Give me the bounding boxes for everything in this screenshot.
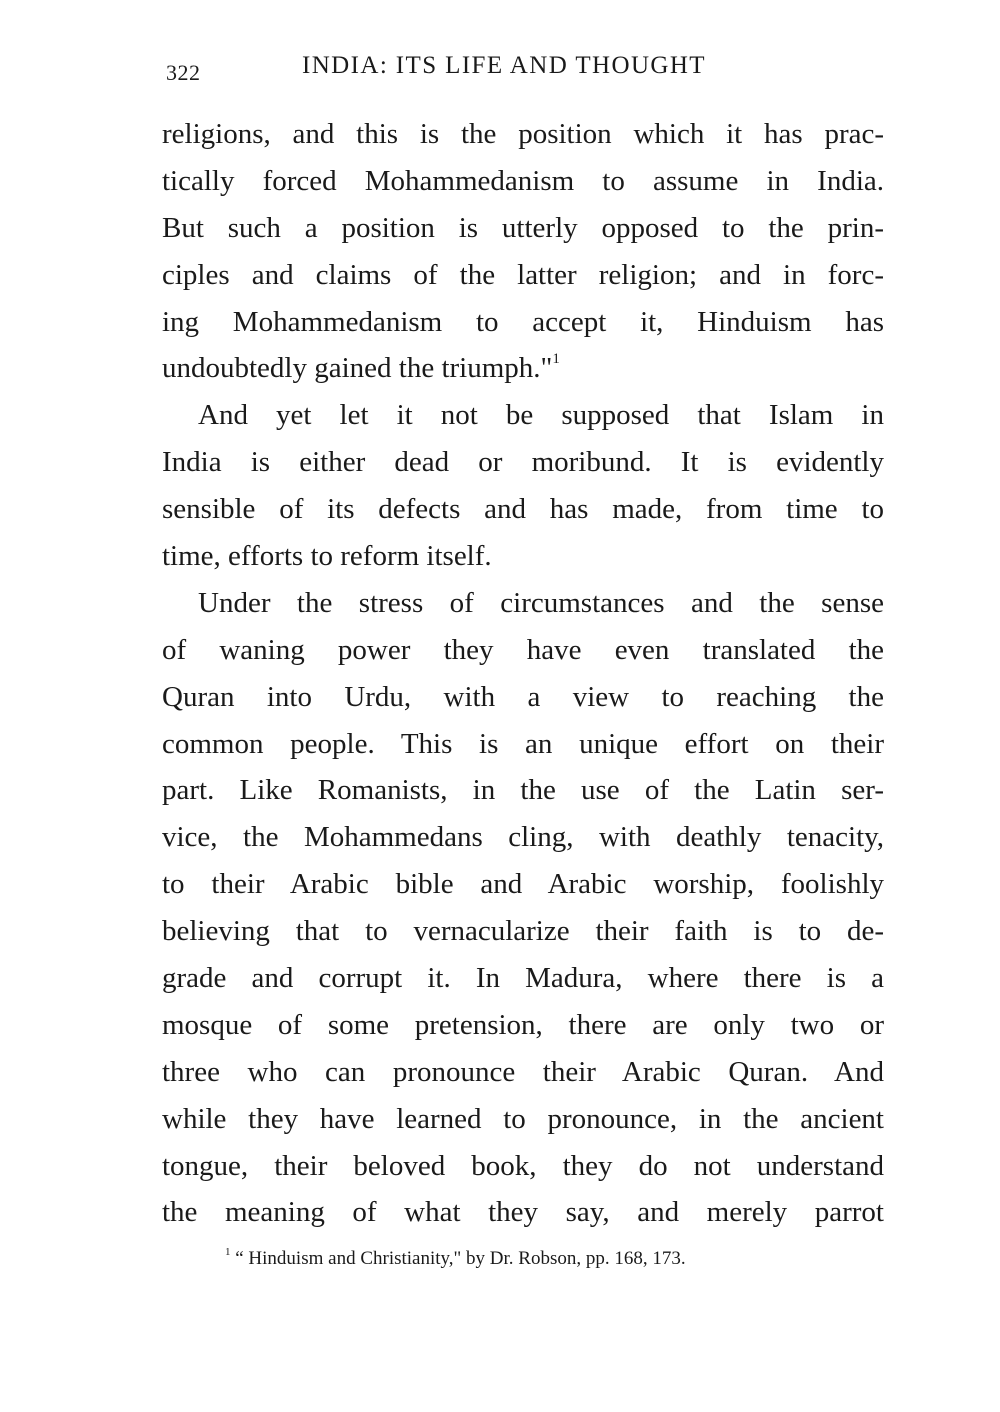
page-number: 322 — [166, 60, 201, 85]
text-line: three who can pronounce their Arabic Quran. And — [162, 1055, 884, 1088]
text-line: mosque of some pretension, there are only two or — [162, 1008, 884, 1041]
text-line: to their Arabic bible and Arabic worship, foolishly — [162, 868, 884, 901]
text-line: But such a position is utterly opposed to the prin- — [162, 211, 884, 244]
text-line: tically forced Mohammedanism to assume in India. — [162, 164, 884, 197]
body-text — [162, 111, 884, 1236]
text-line: part. Like Romanists, in the use of the Latin ser- — [162, 774, 884, 807]
text-line-content: undoubtedly gained the triumph." — [162, 352, 553, 385]
paragraph-3 — [162, 580, 884, 1236]
text-line: grade and corrupt it. In Madura, where there is a — [162, 962, 884, 995]
text-line: while they have learned to pronounce, in the ancient — [162, 1102, 884, 1135]
text-line: ciples and claims of the latter religion; and in forc- — [162, 258, 884, 291]
footnote-reference[interactable]: 1 — [552, 351, 560, 368]
text-line: common people. This is an unique effort on their — [162, 727, 884, 760]
text-line: India is either dead or moribund. It is evidently — [162, 446, 884, 479]
running-header — [0, 52, 1000, 88]
text-line: Quran into Urdu, with a view to reaching the — [162, 680, 884, 713]
text-line: Under the stress of circumstances and the sense — [198, 586, 884, 619]
footnote — [225, 1248, 686, 1270]
footnote-marker: 1 — [225, 1246, 231, 1258]
text-line: And yet let it not be supposed that Islam in — [198, 399, 884, 432]
text-line — [162, 345, 884, 392]
text-line: religions, and this is the position which it has prac- — [162, 118, 884, 150]
paragraph-2 — [162, 392, 884, 580]
text-line: the meaning of what they say, and merely parrot — [162, 1196, 884, 1229]
text-line: believing that to vernacularize their faith is to de- — [162, 915, 884, 948]
text-line: time, efforts to reform itself. — [162, 540, 492, 573]
running-title: INDIA: ITS LIFE AND THOUGHT — [302, 52, 706, 79]
text-line: sensible of its defects and has made, from time to — [162, 493, 884, 526]
text-line: vice, the Mohammedans cling, with deathly tenacity, — [162, 821, 884, 854]
footnote-text: “ Hinduism and Christianity," by Dr. Robson, pp. 168, 173. — [235, 1248, 686, 1269]
text-line: tongue, their beloved book, they do not understand — [162, 1149, 884, 1182]
text-line: of waning power they have even translated the — [162, 633, 884, 666]
text-line: ing Mohammedanism to accept it, Hinduism has — [162, 305, 884, 338]
paragraph-1 — [162, 111, 884, 392]
